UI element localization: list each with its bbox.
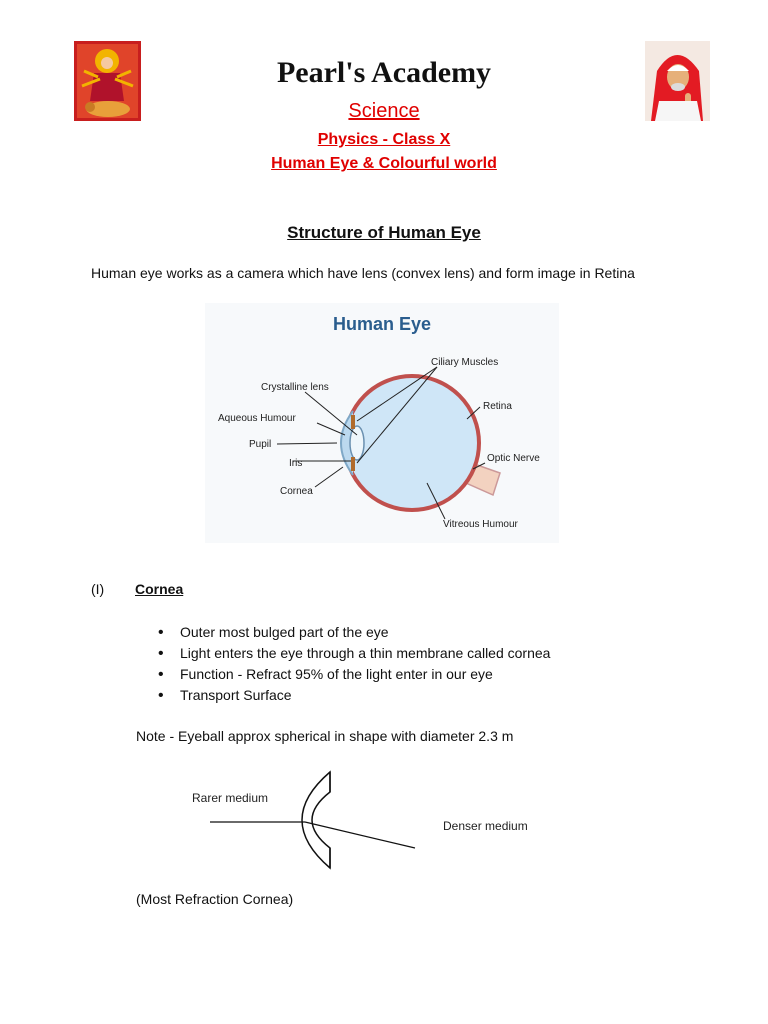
label-cornea: Cornea	[280, 486, 313, 497]
cornea-bullet-list	[158, 622, 550, 706]
bullet-item: • Transport Surface	[180, 685, 550, 706]
label-ciliary-muscles: Ciliary Muscles	[431, 357, 499, 368]
note-text: Note - Eyeball approx spherical in shape with diameter 2.3 m	[136, 728, 514, 744]
human-eye-diagram	[205, 303, 559, 543]
page-title: Pearl's Academy	[276, 56, 492, 89]
label-crystalline-lens: Crystalline lens	[261, 382, 329, 393]
label-pupil: Pupil	[249, 439, 272, 450]
bullet-item: • Function - Refract 95% of the light enter in our eye	[180, 664, 550, 685]
course-heading: Physics - Class X	[317, 131, 451, 148]
label-iris: Iris	[289, 458, 303, 469]
bullet-item: • Outer most bulged part of the eye	[180, 622, 550, 643]
bullet-item: • Light enters the eye through a thin membrane called cornea	[180, 643, 550, 664]
chapter-heading: Human Eye & Colourful world	[271, 155, 497, 172]
label-aqueous-humour: Aqueous Humour	[218, 413, 296, 424]
label-optic-nerve: Optic Nerve	[487, 453, 540, 464]
label-denser-medium: Denser medium	[443, 819, 528, 833]
label-retina: Retina	[483, 401, 512, 412]
eye-diagram-title: Human Eye	[333, 314, 432, 334]
section-number: (I)	[91, 581, 105, 597]
subject-heading: Science	[348, 100, 420, 122]
refraction-diagram	[180, 760, 560, 880]
caption-text: (Most Refraction Cornea)	[136, 891, 294, 907]
section-title-cornea: Cornea	[135, 581, 184, 597]
section-heading: Structure of Human Eye	[287, 223, 481, 242]
label-vitreous-humour: Vitreous Humour	[443, 519, 518, 530]
intro-text: Human eye works as a camera which have lens (convex lens) and form image in Retina	[91, 265, 635, 281]
label-rarer-medium: Rarer medium	[192, 791, 269, 805]
